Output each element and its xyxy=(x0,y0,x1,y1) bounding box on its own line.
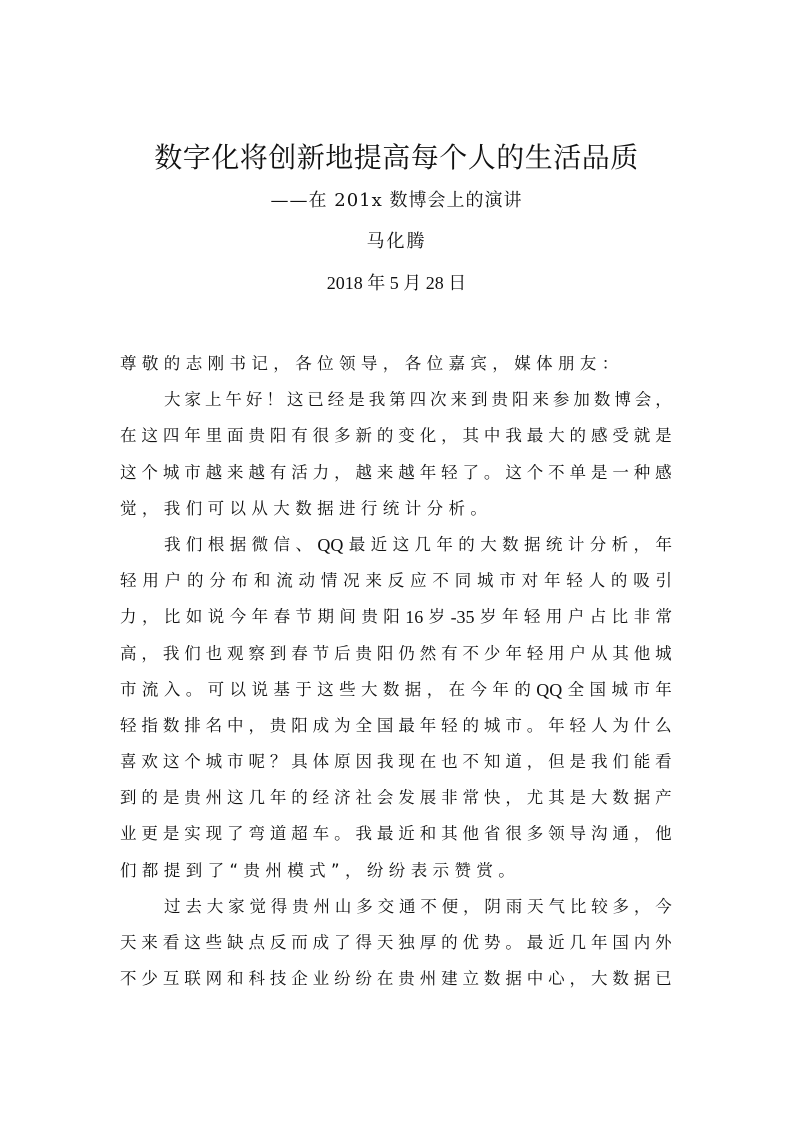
document-subtitle: ——在 201x 数博会上的演讲 xyxy=(270,190,523,211)
body-line: 喜 欢 这 个 城 市 呢 ？ 具 体 原 因 我 现 在 也 不 知 道 ， 但 是 我 们 能 看 xyxy=(120,752,672,772)
body-line: 天 来 看 这 些 缺 点 反 而 成 了 得 天 独 厚 的 优 势 。 最 近 几 年 国 内 外 xyxy=(120,933,672,952)
body-line: 轻 指 数 排 名 中 ， 贵 阳 成 为 全 国 最 年 轻 的 城 市 。 年 轻 人 为 什 么 xyxy=(120,715,672,735)
body-line: 我 们 根 据 微 信 、 QQ 最 近 这 几 年 的 大 数 据 统 计 分 析 ， 年 xyxy=(164,534,672,555)
document-title: 数字化将创新地提高每个人的生活品质 xyxy=(154,141,639,174)
body-line: 在 这 四 年 里 面 贵 阳 有 很 多 新 的 变 化 ， 其 中 我 最 大 的 感 受 就 是 xyxy=(120,426,672,446)
body-line: 觉，我们可以从大数据进行统计分析。 xyxy=(120,498,493,518)
body-line: 这 个 城 市 越 来 越 有 活 力 ， 越 来 越 年 轻 了 。 这 个 不 单 是 一 种 感 xyxy=(120,462,672,482)
body-line: 市 流 入 。 可 以 说 基 于 这 些 大 数 据 ， 在 今 年 的 QQ 全 国 城 市 年 xyxy=(120,679,672,700)
body-line: 们都提到了“贵州模式”，纷纷表示赞赏。 xyxy=(120,860,521,880)
document-author: 马化腾 xyxy=(366,231,427,252)
body-line: 力 ， 比 如 说 今 年 春 节 期 间 贵 阳 16 岁 -35 岁 年 轻 用 户 占 比 非 常 xyxy=(120,607,672,628)
body-line: 大 家 上 午 好 ！ 这 已 经 是 我 第 四 次 来 到 贵 阳 来 参 加 数 博 会 ， xyxy=(164,390,672,410)
body-line: 高 ， 我 们 也 观 察 到 春 节 后 贵 阳 仍 然 有 不 少 年 轻 用 户 从 其 他 城 xyxy=(120,643,672,663)
body-line: 尊敬的志刚书记，各位领导，各位嘉宾，媒体朋友： xyxy=(120,354,624,373)
body-line: 轻 用 户 的 分 布 和 流 动 情 况 来 反 应 不 同 城 市 对 年 轻 人 的 吸 引 xyxy=(120,571,672,591)
body-line: 不 少 互 联 网 和 科 技 企 业 纷 纷 在 贵 州 建 立 数 据 中 心 ， 大 数 据 已 xyxy=(120,969,672,989)
body-line: 业 更 是 实 现 了 弯 道 超 车 。 我 最 近 和 其 他 省 很 多 领 导 沟 通 ， 他 xyxy=(120,824,672,844)
document-body xyxy=(120,350,672,1001)
body-line: 过 去 大 家 觉 得 贵 州 山 多 交 通 不 便 ， 阴 雨 天 气 比 较 多 ， 今 xyxy=(164,896,672,916)
document-date: 2018 年 5 月 28 日 xyxy=(326,273,467,293)
body-line: 到 的 是 贵 州 这 几 年 的 经 济 社 会 发 展 非 常 快 ， 尤 其 是 大 数 据 产 xyxy=(120,788,672,808)
